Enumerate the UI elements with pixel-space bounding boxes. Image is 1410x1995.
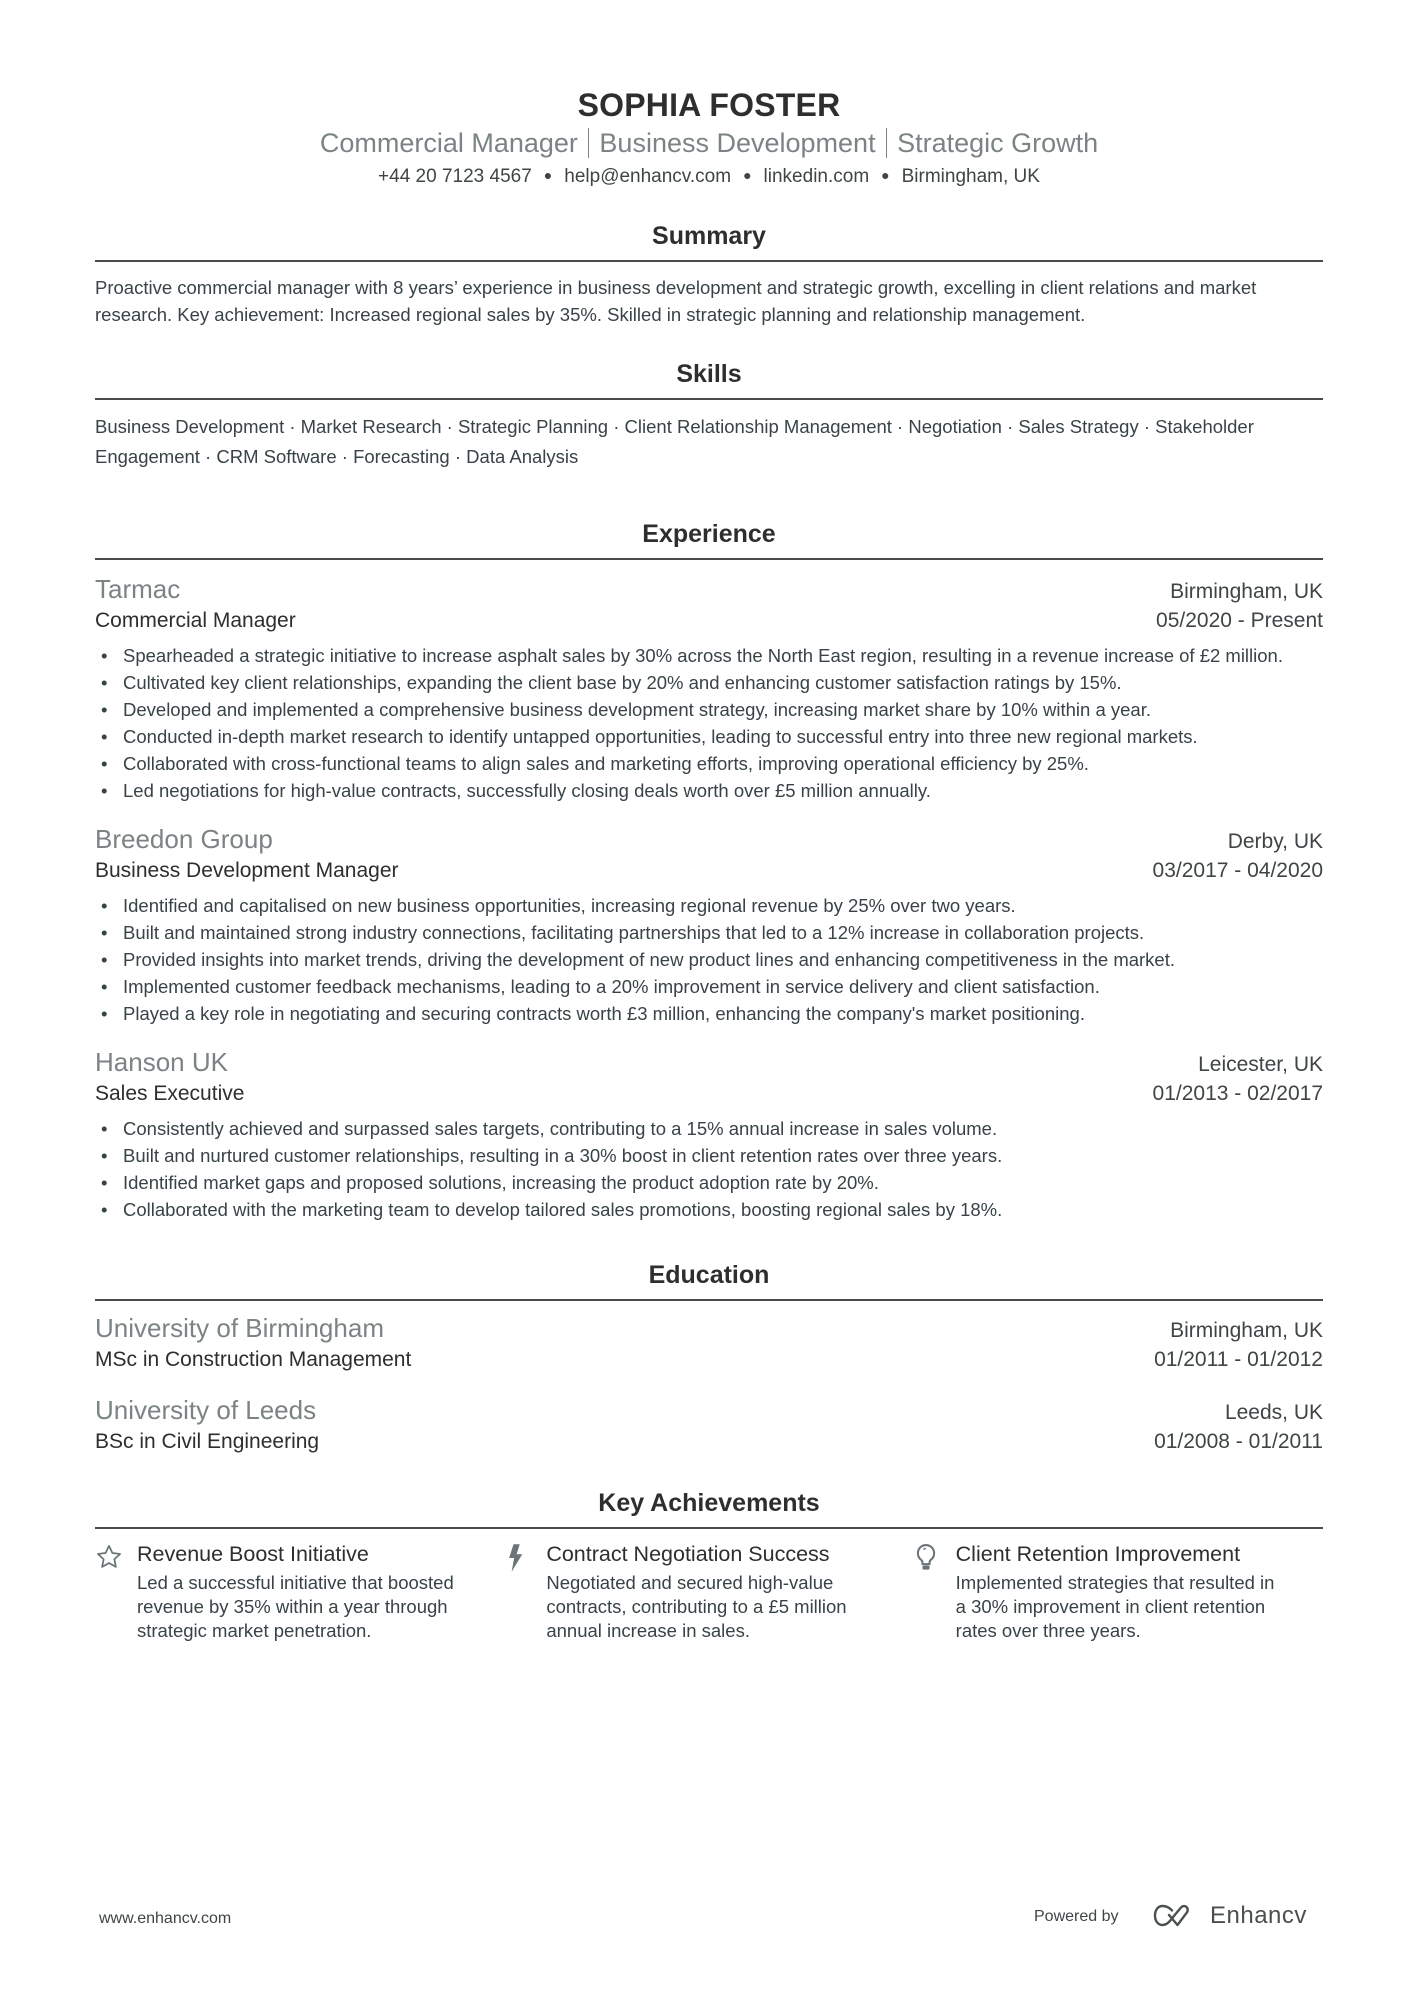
section-heading: Key Achievements — [95, 1487, 1323, 1529]
contact-email[interactable]: help@enhancv.com — [564, 166, 732, 187]
bullet-separator: ● — [881, 167, 890, 183]
star-icon — [95, 1539, 137, 1643]
degree: BSc in Civil Engineering — [95, 1430, 320, 1453]
job-role: Business Development Manager — [95, 859, 399, 882]
job-location: Derby, UK — [1227, 830, 1323, 853]
candidate-name: SOPHIA FOSTER — [577, 87, 841, 123]
achievement-title: Client Retention Improvement — [955, 1542, 1241, 1566]
job-bullet: • Implemented customer feedback mechanisms, leading to a 20% improvement in service delivery and client satisfaction. — [95, 973, 1323, 1000]
section-heading: Education — [95, 1259, 1323, 1301]
bullet-separator: ● — [743, 167, 752, 183]
candidate-title — [95, 126, 1323, 160]
title-part: Business Development — [599, 128, 876, 158]
education-entry — [95, 1393, 1323, 1457]
job-dates: 05/2020 - Present — [1156, 609, 1323, 632]
job-bullet: • Collaborated with cross-functional teams to align sales and marketing efforts, improving operational efficiency by 25%. — [95, 750, 1323, 777]
school-name: University of Leeds — [95, 1395, 317, 1425]
company-name: Hanson UK — [95, 1047, 228, 1077]
experience-entry — [95, 822, 1323, 1027]
job-bullet: • Spearheaded a strategic initiative to increase asphalt sales by 30% across the North East region, resulting in a revenue increase of £2 million. — [95, 642, 1323, 669]
contact-location: Birmingham, UK — [901, 166, 1040, 187]
summary-text: Proactive commercial manager with 8 years’ experience in business development and strategic growth, excelling in client relations and market research. Key achievement: Increased regional sales by 35%. Skilled in strategic planning and relationship management. — [95, 277, 1257, 325]
resume-header — [95, 0, 1323, 190]
resume-page — [95, 0, 1323, 1643]
achievement-item — [504, 1539, 913, 1643]
job-bullets — [95, 1115, 1323, 1223]
job-bullet: • Led negotiations for high-value contracts, successfully closing deals worth over £5 million annually. — [95, 777, 1323, 804]
achievement-description: Led a successful initiative that boosted revenue by 35% within a year through strategic market penetration. — [137, 1572, 454, 1641]
job-bullet: • Built and maintained strong industry connections, facilitating partnerships that led to a 12% increase in collaboration projects. — [95, 919, 1323, 946]
section-heading: Summary — [95, 220, 1323, 262]
section-heading: Skills — [95, 358, 1323, 400]
summary-section — [95, 220, 1323, 328]
experience-entry — [95, 572, 1323, 804]
footer-url-link[interactable]: www.enhancv.com — [99, 1910, 232, 1927]
job-bullet: • Developed and implemented a comprehensive business development strategy, increasing market share by 10% within a year. — [95, 696, 1323, 723]
section-heading: Experience — [95, 518, 1323, 560]
job-bullet: • Identified and capitalised on new business opportunities, increasing regional revenue by 25% over two years. — [95, 892, 1323, 919]
achievement-title: Revenue Boost Initiative — [137, 1542, 369, 1566]
job-location: Birmingham, UK — [1170, 580, 1323, 603]
job-role: Sales Executive — [95, 1082, 245, 1105]
degree: MSc in Construction Management — [95, 1348, 412, 1371]
job-bullet: • Provided insights into market trends, driving the development of new product lines and enhancing competitiveness in the market. — [95, 946, 1323, 973]
lightning-icon — [504, 1539, 546, 1643]
lightbulb-icon — [914, 1539, 956, 1643]
achievement-description: Implemented strategies that resulted in a 30% improvement in client retention rates over three years. — [955, 1572, 1275, 1641]
title-part: Strategic Growth — [897, 128, 1099, 158]
achievement-item — [914, 1539, 1323, 1643]
achievement-description: Negotiated and secured high-value contracts, contributing to a £5 million annual increase in sales. — [546, 1572, 847, 1641]
job-dates: 01/2013 - 02/2017 — [1152, 1082, 1323, 1105]
education-dates: 01/2008 - 01/2011 — [1154, 1430, 1323, 1453]
title-part: Commercial Manager — [319, 128, 578, 158]
job-location: Leicester, UK — [1198, 1053, 1323, 1076]
title-divider — [588, 128, 590, 158]
job-bullet: • Cultivated key client relationships, expanding the client base by 20% and enhancing customer satisfaction ratings by 15%. — [95, 669, 1323, 696]
job-bullet: • Collaborated with the marketing team to develop tailored sales promotions, boosting regional sales by 18%. — [95, 1196, 1323, 1223]
company-name: Breedon Group — [95, 824, 273, 854]
school-name: University of Birmingham — [95, 1313, 384, 1343]
enhancv-logo[interactable] — [1152, 1902, 1307, 1930]
school-location: Birmingham, UK — [1170, 1319, 1323, 1342]
achievement-title: Contract Negotiation Success — [546, 1542, 830, 1566]
job-bullet: • Conducted in-depth market research to identify untapped opportunities, leading to successful entry into three new regional markets. — [95, 723, 1323, 750]
education-section — [95, 1259, 1323, 1457]
title-divider — [886, 128, 888, 158]
education-entry — [95, 1311, 1323, 1375]
achievement-item — [95, 1539, 504, 1643]
powered-by-label: Powered by — [1034, 1908, 1119, 1925]
achievements-grid — [95, 1539, 1323, 1643]
achievements-section — [95, 1487, 1323, 1643]
job-bullet: • Built and nurtured customer relationships, resulting in a 30% boost in client retention rates over three years. — [95, 1142, 1323, 1169]
enhancv-brand-name: Enhancv — [1210, 1902, 1307, 1929]
school-location: Leeds, UK — [1224, 1401, 1323, 1424]
experience-entry — [95, 1045, 1323, 1223]
enhancv-logo-icon — [1152, 1903, 1200, 1929]
job-bullet: • Identified market gaps and proposed solutions, increasing the product adoption rate by 20%. — [95, 1169, 1323, 1196]
company-name: Tarmac — [95, 574, 181, 604]
bullet-separator: ● — [543, 167, 553, 183]
contact-phone[interactable]: +44 20 7123 4567 — [378, 166, 532, 187]
job-dates: 03/2017 - 04/2020 — [1152, 859, 1323, 882]
contact-linkedin[interactable]: linkedin.com — [763, 166, 870, 187]
experience-section — [95, 518, 1323, 1223]
job-bullets — [95, 642, 1323, 804]
skills-list: Business Development · Market Research · Strategic Planning · Client Relationship Management · Negotiation · Sales Strategy · Stakeholder Engagement · CRM Software · Forecasting · Data Analysis — [95, 416, 1254, 467]
job-role: Commercial Manager — [95, 609, 296, 632]
education-dates: 01/2011 - 01/2012 — [1154, 1348, 1323, 1371]
job-bullets — [95, 892, 1323, 1027]
page-footer — [0, 1902, 1410, 1948]
job-bullet: • Played a key role in negotiating and securing contracts worth £3 million, enhancing the company's market positioning. — [95, 1000, 1323, 1027]
skills-section — [95, 358, 1323, 472]
job-bullet: • Consistently achieved and surpassed sales targets, contributing to a 15% annual increase in sales volume. — [95, 1115, 1323, 1142]
contact-line — [95, 162, 1323, 190]
